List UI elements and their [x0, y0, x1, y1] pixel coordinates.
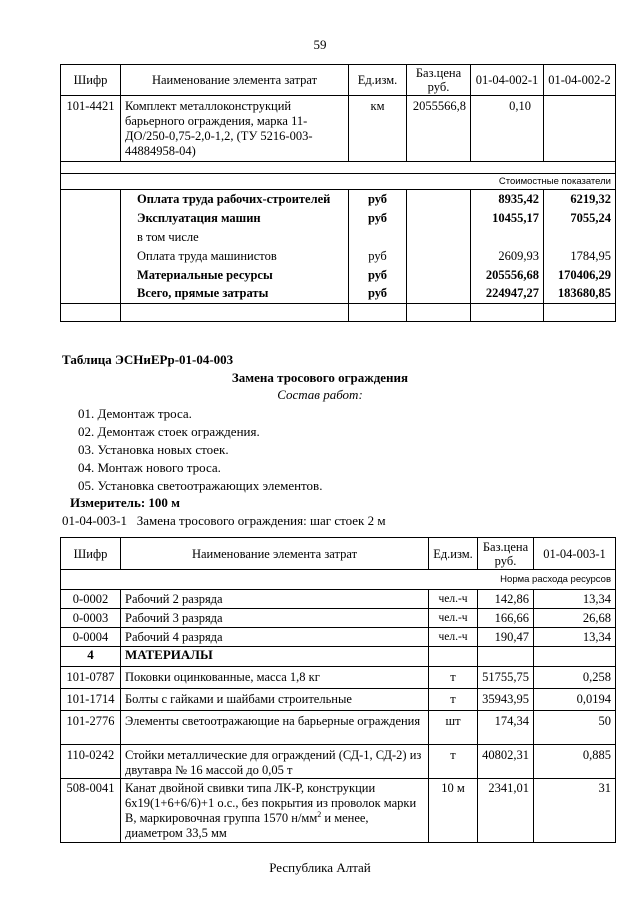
header-base-price: Баз.цена руб. — [407, 65, 471, 96]
section-heading: Замена тросового ограждения — [231, 370, 409, 385]
row-name: Элементы светоотражающие на барьерные ограждения — [121, 711, 429, 745]
row-name: Рабочий 2 разряда — [121, 590, 429, 609]
work-step: 03. Установка новых стоек. — [78, 442, 229, 457]
row-value-1: 224947,27 — [471, 285, 544, 304]
row-code: 101-2776 — [61, 711, 121, 745]
row-value: 0,258 — [534, 667, 616, 689]
table-row — [61, 711, 616, 745]
row-value: 0,0194 — [534, 689, 616, 711]
row-name: Поковки оцинкованные, масса 1,8 кг — [121, 667, 429, 689]
row-price: 142,86 — [478, 590, 534, 609]
header-unit: Ед.изм. — [429, 538, 478, 570]
row-name: Рабочий 4 разряда — [121, 628, 429, 647]
row-unit: руб — [349, 266, 407, 285]
row-name: Канат двойной свивки типа ЛК-Р, конструкции 6х19(1+6+6/6)+1 о.с., без покрытия из проволок марки В, маркировочная группа 1570 $н/мм^2$ и менее, диаметром 33,5 мм — [121, 779, 429, 843]
row-name: Стойки металлические для ограждений (СД-1, СД-2) из двутавра № 16 массой до 0,05 т — [121, 745, 429, 779]
row-name: Болты с гайками и шайбами строительные — [121, 689, 429, 711]
row-unit: чел.-ч — [429, 609, 478, 628]
row-price — [407, 266, 471, 285]
table-row — [61, 228, 616, 247]
item-value-2 — [544, 96, 616, 162]
row-value-2: 6219,32 — [544, 190, 616, 209]
row-code — [61, 228, 121, 247]
table-title: Таблица ЭСНиЕРр-01-04-003 — [62, 352, 234, 367]
table-row — [61, 247, 616, 266]
row-price — [407, 190, 471, 209]
row-name: Оплата труда рабочих-строителей — [121, 190, 349, 209]
item-name: Комплект металлоконструкций барьерного ограждения, марка 11-ДО/250-0,75-2,0-1,2, (ТУ 5216-003-44884958-04) — [121, 96, 349, 162]
row-value-2: 1784,95 — [544, 247, 616, 266]
row-code — [61, 266, 121, 285]
row-value: 13,34 — [534, 628, 616, 647]
table-row — [61, 689, 616, 711]
row-unit: руб — [349, 190, 407, 209]
materials-code: 4 — [61, 647, 121, 667]
row-value-2: 183680,85 — [544, 285, 616, 304]
work-step: 04. Монтаж нового троса. — [78, 460, 221, 475]
table-row — [61, 266, 616, 285]
row-price: 2341,01 — [478, 779, 534, 843]
item-value-1: 0,10 — [471, 96, 544, 162]
header-col2: 01-04-002-2 — [544, 65, 616, 96]
row-name: Рабочий 3 разряда — [121, 609, 429, 628]
row-value: 26,68 — [534, 609, 616, 628]
row-code: 508-0041 — [61, 779, 121, 843]
row-value: 50 — [534, 711, 616, 745]
row-name: Материальные ресурсы — [121, 266, 349, 285]
row-value-1: 2609,93 — [471, 247, 544, 266]
row-code: 0-0004 — [61, 628, 121, 647]
row-price: 35943,95 — [478, 689, 534, 711]
row-value-1: 205556,68 — [471, 266, 544, 285]
row-code: 0-0003 — [61, 609, 121, 628]
row-price: 166,66 — [478, 609, 534, 628]
row-code — [61, 190, 121, 209]
materials-title: МАТЕРИАЛЫ — [121, 647, 429, 667]
row-name: Всего, прямые затраты — [121, 285, 349, 304]
row-value: 13,34 — [534, 590, 616, 609]
row-unit: т — [429, 689, 478, 711]
row-price — [407, 209, 471, 228]
variant-line: 01-04-003-1 Замена тросового ограждения: шаг стоек 2 м — [62, 513, 386, 528]
row-name: Эксплуатация машин — [121, 209, 349, 228]
resource-table-2 — [60, 537, 616, 843]
footer-region: Республика Алтай — [269, 860, 371, 875]
item-price: 2055566,8 — [407, 96, 471, 162]
row-unit: т — [429, 667, 478, 689]
header-code: Шифр — [61, 538, 121, 570]
row-value-2 — [544, 228, 616, 247]
header-unit: Ед.изм. — [349, 65, 407, 96]
header-name: Наименование элемента затрат — [121, 538, 429, 570]
row-value-1 — [471, 228, 544, 247]
item-code: 101-4421 — [61, 96, 121, 162]
row-code: 110-0242 — [61, 745, 121, 779]
row-value-1: 10455,17 — [471, 209, 544, 228]
table-row — [61, 609, 616, 628]
measure: Измеритель: 100 м — [70, 495, 181, 510]
header-code: Шифр — [61, 65, 121, 96]
row-unit: руб — [349, 285, 407, 304]
table-row — [61, 96, 616, 162]
row-unit: 10 м — [429, 779, 478, 843]
row-value: 0,885 — [534, 745, 616, 779]
table-row — [61, 285, 616, 304]
row-unit: руб — [349, 247, 407, 266]
page-number: 59 — [313, 37, 327, 52]
work-step: 05. Установка светоотражающих элементов. — [78, 478, 323, 493]
row-price — [407, 285, 471, 304]
row-value-2: 7055,24 — [544, 209, 616, 228]
row-name: в том числе — [121, 228, 349, 247]
row-code: 101-0787 — [61, 667, 121, 689]
section-label-norms: Норма расхода ресурсов — [61, 570, 616, 590]
row-price — [407, 228, 471, 247]
cost-table-1 — [60, 64, 616, 322]
section-subheading: Состав работ: — [277, 387, 363, 402]
row-value: 31 — [534, 779, 616, 843]
row-code — [61, 209, 121, 228]
row-value-2: 170406,29 — [544, 266, 616, 285]
row-price: 174,34 — [478, 711, 534, 745]
table-row — [61, 590, 616, 609]
section-label-cost: Стоимостные показатели — [61, 174, 616, 190]
row-price: 51755,75 — [478, 667, 534, 689]
table-row — [61, 628, 616, 647]
row-code: 0-0002 — [61, 590, 121, 609]
row-price — [407, 247, 471, 266]
header-name: Наименование элемента затрат — [121, 65, 349, 96]
table-row — [61, 209, 616, 228]
row-code — [61, 285, 121, 304]
table-row — [61, 190, 616, 209]
work-step: 02. Демонтаж стоек ограждения. — [78, 424, 260, 439]
item-unit: км — [349, 96, 407, 162]
table-row — [61, 745, 616, 779]
row-unit: чел.-ч — [429, 590, 478, 609]
row-code — [61, 247, 121, 266]
row-price: 40802,31 — [478, 745, 534, 779]
row-code: 101-1714 — [61, 689, 121, 711]
header-col1: 01-04-003-1 — [534, 538, 616, 570]
row-unit: т — [429, 745, 478, 779]
row-value-1: 8935,42 — [471, 190, 544, 209]
row-unit — [349, 228, 407, 247]
header-base-price: Баз.цена руб. — [478, 538, 534, 570]
work-step: 01. Демонтаж троса. — [78, 406, 192, 421]
row-unit: чел.-ч — [429, 628, 478, 647]
row-unit: шт — [429, 711, 478, 745]
table-row — [61, 667, 616, 689]
row-unit: руб — [349, 209, 407, 228]
row-price: 190,47 — [478, 628, 534, 647]
work-steps — [78, 405, 322, 495]
row-name: Оплата труда машинистов — [121, 247, 349, 266]
table-row — [61, 779, 616, 843]
header-col1: 01-04-002-1 — [471, 65, 544, 96]
